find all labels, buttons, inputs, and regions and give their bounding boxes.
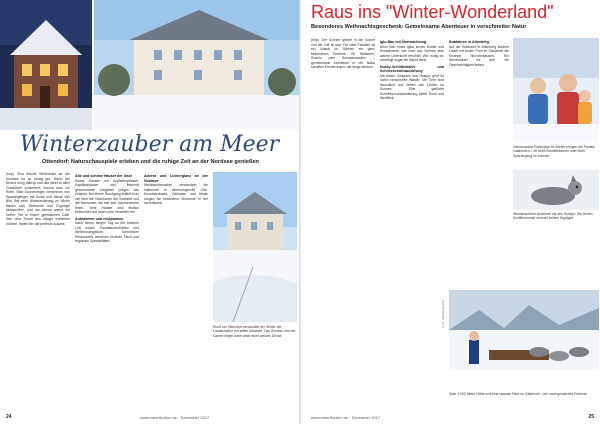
article-column-2 — [75, 172, 139, 402]
photo-caption-bottom: Über 3.000 Meter Höhe und eine rasante Fahrt im Gästebob – ein unvergessliches Erlebnis. — [449, 392, 588, 396]
photo-snowy-village-house — [0, 0, 92, 130]
section-heading: Advent und Lichterglanz an der Nordsee — [144, 174, 208, 183]
photo-caption-top: Gemeinsame Erlebnisse im Winter bringen die Familie zusammen – ob beim Schlittenfahren oder beim Spaziergang im Schnee. — [513, 145, 595, 158]
photo-caption: Rund um Ottendorf verwandelt der Winter die Landschaft in ein stilles Märchen. Das Schloss und der Garten liegen dann unter einer weißen Decke. — [213, 325, 296, 338]
article-column-2 — [380, 38, 444, 404]
section-text: Mit einem Gespann aus Huskys geht es durch verschneite Wälder. Die Tiere sind freundlich und lieben das Laufen im Schnee. Eine geführte Schneeschuhwanderung bietet Ruhe und Weitblick. — [380, 73, 444, 100]
page-subtitle: Besonderes Weihnachtsgeschenk: Gemeinsame Abenteuer in verschneiter Natur — [311, 24, 527, 30]
page-subtitle: Ottendorf: Naturschauspiele erleben und die ruhige Zeit an der Nordsee genießen — [42, 159, 259, 165]
page-footer: www.meerfluchen.de · Dezember 2017 — [311, 415, 381, 420]
section-text: Weihnachtsmärkte verwandeln die Hafenorte in stimmungsvolle Orte. Kunsthandwerk, Glühwein und Musik sorgen für besondere Momente in der Adventszeit. — [144, 183, 208, 205]
section-heading: Husky-Schlittenfahrt und Schneeschuhwanderung — [380, 64, 444, 73]
photo-family-snow — [513, 38, 599, 143]
photo-snowy-castle — [94, 0, 299, 130]
section-text: Nach einem langen Tag an der frischen Luft locken Saunalandschaften und Wellnessangebote. Gemütliche Restaurants servieren frischen Fisch und regionale Spezialitäten. — [75, 221, 139, 243]
section-text: Auf der Bobbahn in Altenberg können Gäste mit einem Profi im Gästebob die Eisrinne hinuntersausen. Ein Nervenkitzel für alle, die Geschwindigkeit lieben. — [449, 44, 509, 67]
section-heading: Iglu-Bau mit Übernachtung — [380, 40, 427, 44]
photo-husky — [513, 170, 599, 210]
page-title: Winterzauber am Meer — [19, 132, 280, 157]
section-text: (shp). Der Schnee glitzert in der Sonne und die Luft ist klar. Für viele Familien ist ein Urlaub im Schnee ein ganz besonderes Erlebnis. Ob Skifahren, Rodeln oder Schneewandern – gemeinsame Abenteuer in der Natur schaffen Erinnerungen, die lange bleiben. — [311, 38, 375, 69]
photo-winter-garden — [213, 172, 297, 322]
page-footer: www.meerfluchen.de · Dezember 2017 — [140, 415, 210, 420]
photo-husky-sled — [449, 290, 599, 390]
page-title: Raus ins "Winter-Wonderland" — [311, 2, 554, 22]
left-page — [0, 0, 299, 424]
right-page — [301, 0, 600, 424]
photo-credit: Foto: djd/Winterreise — [441, 300, 445, 328]
article-intro: (shp). Eine frische Winterbrise an der Nordsee tut so richtig gut. Wenn der Strand ruhig daliegt und das Meer in allen Grautönen schimmert, kommt man zur Ruhe. Statt Sonnenliegen bestimmen nun Spaziergänger mit Schal und Mütze das Bild. Bei einer Wattwanderung im Winter lassen sich Seehunde und Zugvögel beobachten, und am Abend wartet ein heißer Tee in einem gemütlichen Café. Wer dem Trubel des Alltags entfliehen möchte, findet hier die perfekte Auszeit. — [6, 172, 70, 226]
page-number: 24 — [6, 414, 12, 420]
photo-caption-middle: Wunderschöne Momente mit den Huskys: Die treuen Schlittenhunde sind ein echtes Highlight. — [513, 212, 593, 221]
section-text: Beim Bau eines Iglus lernen Kinder und Erwachsene, wie man aus Schnee eine warme Unterkunft errichtet. Wer mutig ist, verbringt sogar die Nacht darin. — [380, 44, 444, 62]
article-column-3 — [144, 172, 208, 402]
article-column-1 — [311, 38, 375, 404]
section-heading: Bobfahren in Altenberg — [449, 40, 489, 44]
section-heading: Aufwärmen und entspannen — [75, 216, 124, 221]
page-number: 25 — [588, 414, 594, 420]
section-text: Kleine Gassen mit Kopfsteinpflaster, Kapitänshäuser und liebevoll geschmückte Vorgärten prägen das Ortsbild. Bei einem Rundgang erfährt man viel über die Geschichte der Seefahrt und die Menschen, die hier seit Jahrhunderten leben. Viele Häuser sind festlich beleuchtet und laden zum Verweilen ein. — [75, 178, 139, 214]
section-heading: Alte und schöne Häuser der Insel — [75, 174, 132, 178]
